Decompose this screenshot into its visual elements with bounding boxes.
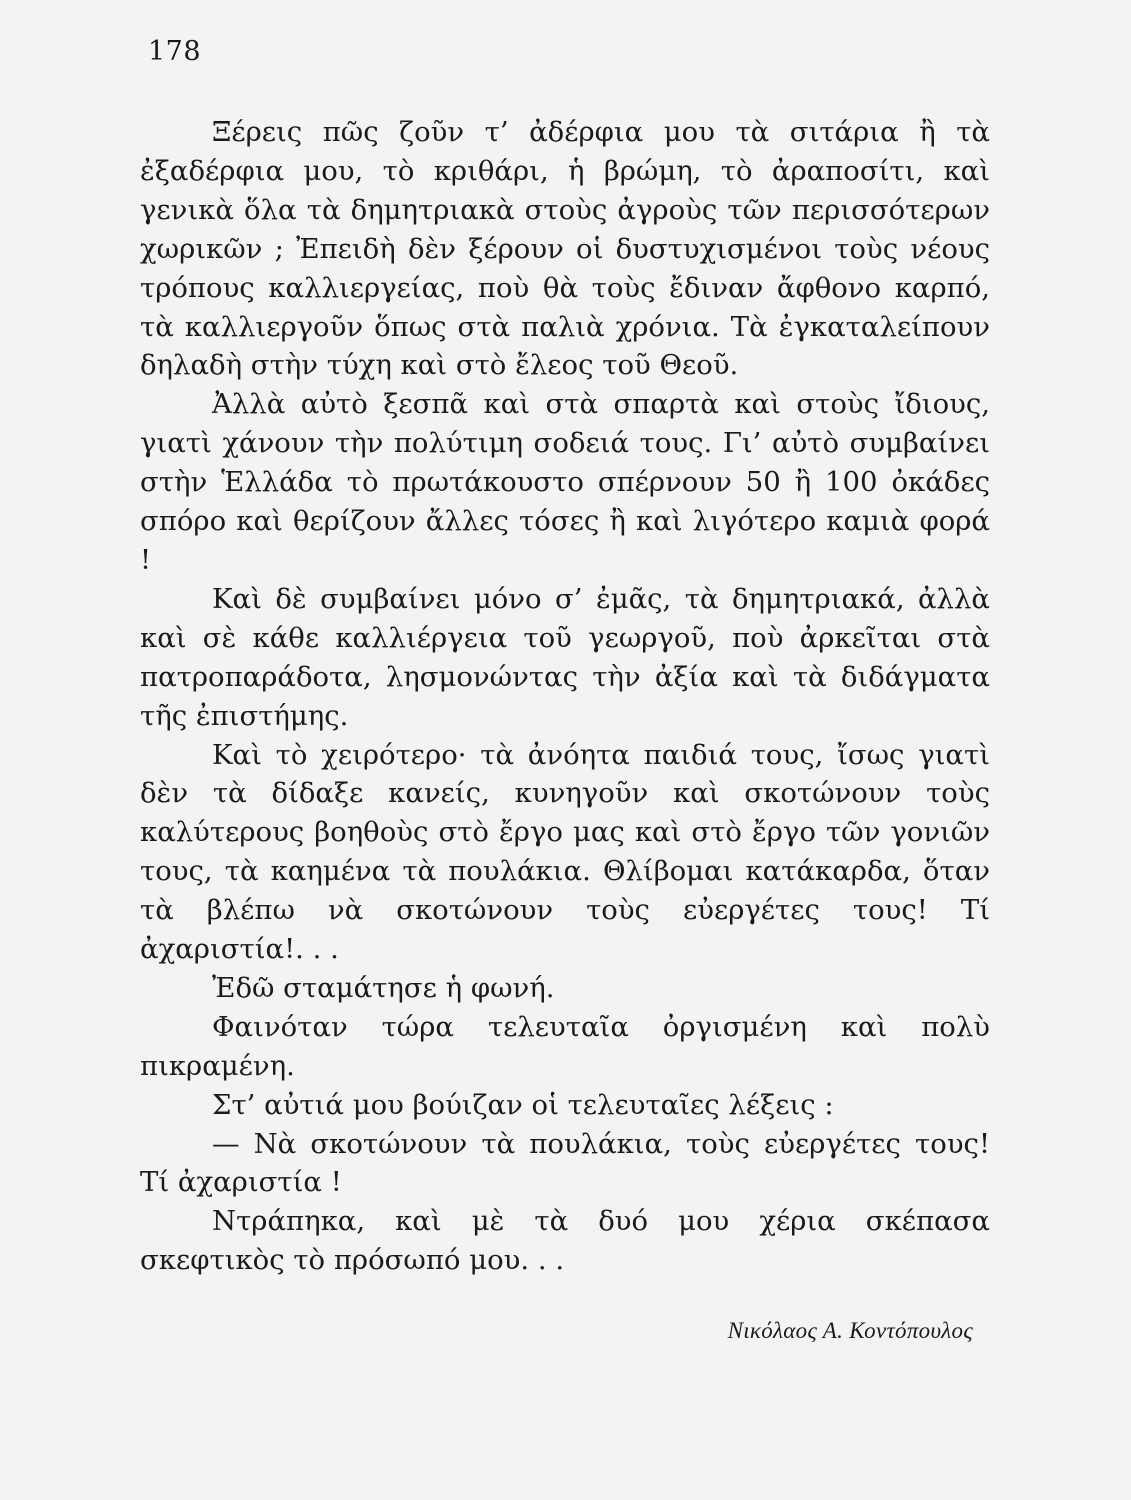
paragraph-8: — Νὰ σκοτώνουν τὰ πουλάκια, τοὺς εὐεργέτες τους! Τί ἀχαριστία ! <box>140 1127 990 1199</box>
paragraph-6: Φαινόταν τώρα τελευταῖα ὀργισμένη καὶ πολὺ πικραμένη. <box>140 1010 990 1082</box>
paragraph-4: Καὶ τὸ χειρότερο· τὰ ἀνόητα παιδιά τους, ἴσως γιατὶ δὲν τὰ δίδαξε κανείς, κυνηγοῦν καὶ σκοτώνουν τοὺς καλύτερους βοηθοὺς στὸ ἔργο μας καὶ στὸ ἔργο τῶν γονιῶν τους, τὰ καημένα τὰ πουλάκια. Θλίβομαι κατάκαρδα, ὅταν τὰ βλέπω νὰ σκοτώνουν τοὺς εὐεργέτες τους! Τί ἀχαριστία!. . . <box>140 738 990 966</box>
paragraph-2: Ἀλλὰ αὐτὸ ξεσπᾶ καὶ στὰ σπαρτὰ καὶ στοὺς ἴδιους, γιατὶ χάνουν τὴν πολύτιμη σοδειά τους. Γι’ αὐτὸ συμβαίνει στὴν Ἑλλάδα τὸ πρωτάκουστο σπέρνουν 50 ἢ 100 ὀκάδες σπόρο καὶ θερίζουν ἄλλες τόσες ἢ καὶ λιγότερο καμιὰ φορά ! <box>140 388 990 576</box>
body-text <box>140 113 990 1280</box>
paragraph-1: Ξέρεις πῶς ζοῦν τ’ ἀδέρφια μου τὰ σιτάρια ἢ τὰ ἐξαδέρφια μου, τὸ κριθάρι, ἡ βρώμη, τὸ ἀραποσίτι, καὶ γενικὰ ὅλα τὰ δημητριακὰ στοὺς ἀγροὺς τῶν περισσότερων χωρικῶν ; Ἐπειδὴ δὲν ξέρουν οἱ δυστυχισμένοι τοὺς νέους τρόπους καλλιεργείας, ποὺ θὰ τοὺς ἔδιναν ἄφθονο καρπό, τὰ καλλιεργοῦν ὅπως στὰ παλιὰ χρόνια. Τὰ ἐγκαταλείπουν δηλαδὴ στὴν τύχη καὶ στὸ ἔλεος τοῦ Θεοῦ. <box>140 116 990 382</box>
paragraph-3: Καὶ δὲ συμβαίνει μόνο σ’ ἐμᾶς, τὰ δημητριακά, ἀλλὰ καὶ σὲ κάθε καλλιέργεια τοῦ γεωργοῦ, ποὺ ἀρκεῖται στὰ πατροπαράδοτα, λησμονώντας τὴν ἀξία καὶ τὰ διδάγματα τῆς ἐπιστήμης. <box>140 582 990 732</box>
page-number: 178 <box>148 36 202 67</box>
paragraph-9: Ντράπηκα, καὶ μὲ τὰ δυό μου χέρια σκέπασα σκεφτικὸς τὸ πρόσωπό μου. . . <box>140 1205 990 1277</box>
paragraph-5: Ἐδῶ σταμάτησε ἡ φωνή. <box>212 971 555 1004</box>
author-signature: Νικόλαος Α. Κοντόπουλος <box>727 1318 973 1343</box>
paragraph-7: Στ’ αὐτιά μου βούιζαν οἱ τελευταῖες λέξεις : <box>212 1088 834 1121</box>
